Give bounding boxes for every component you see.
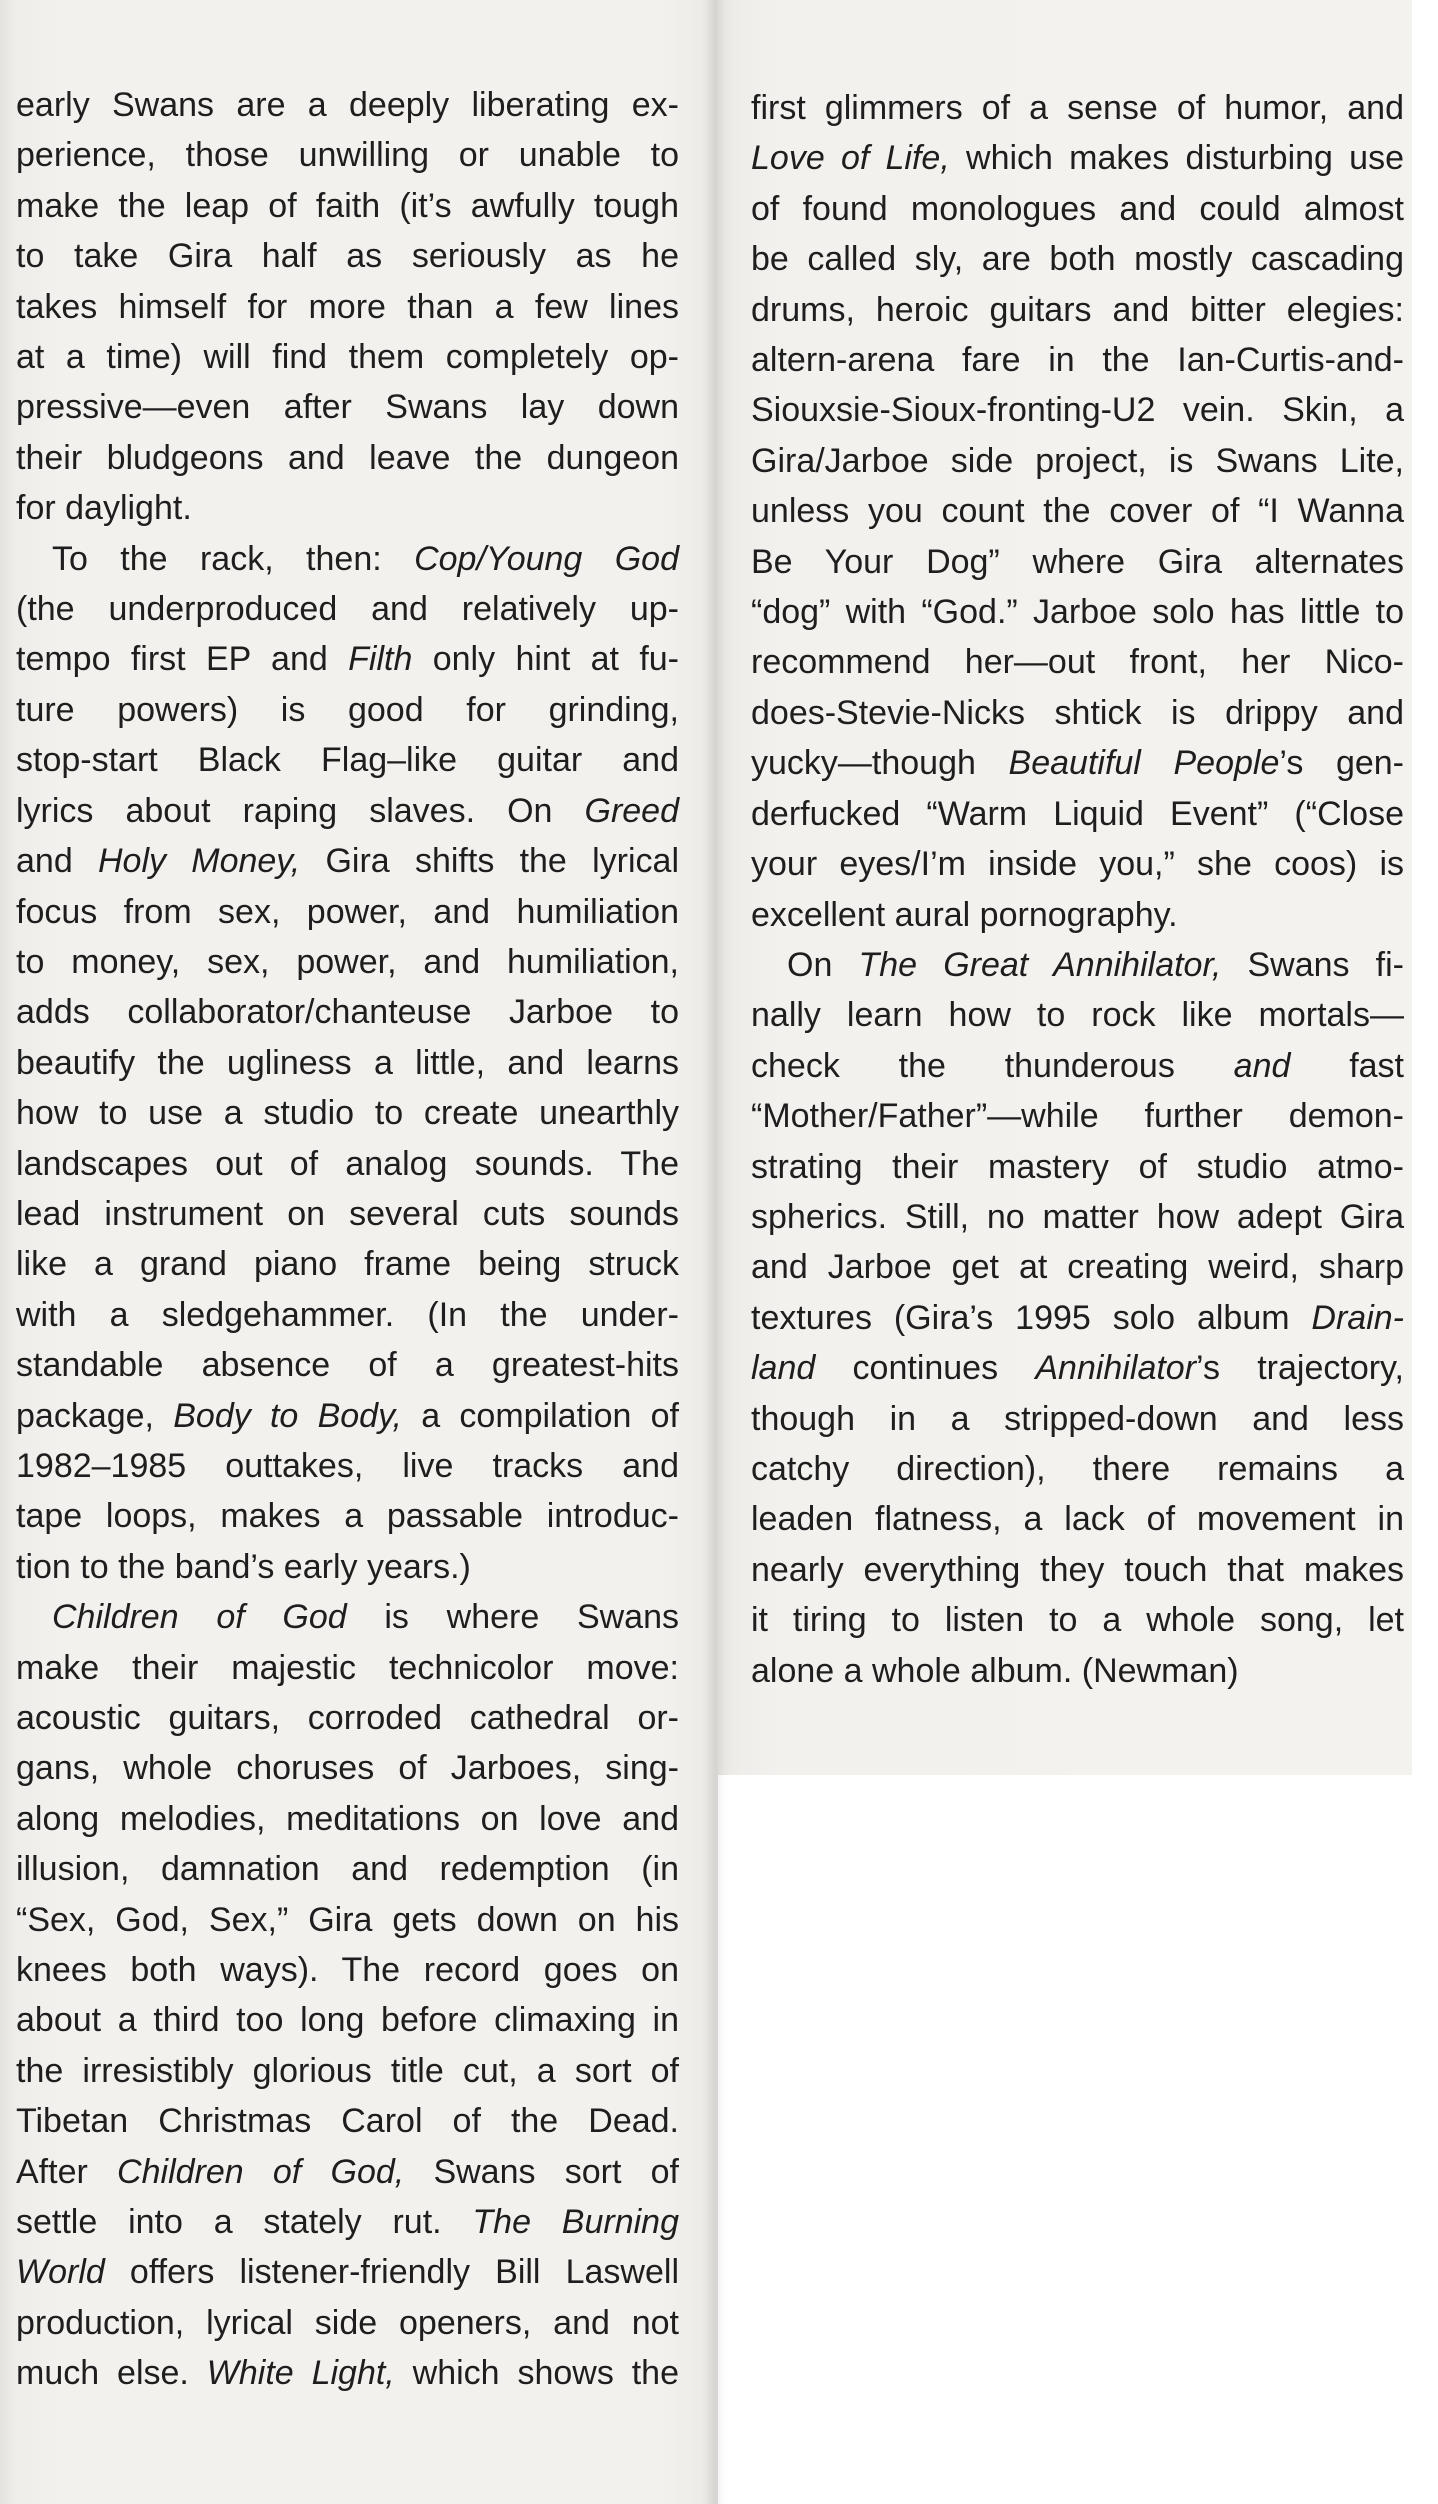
album-title: Holy Money, <box>97 842 301 881</box>
text-line: perience, those unwilling or unable to <box>16 136 679 175</box>
album-title: Cop/Young God <box>414 539 679 578</box>
text-line: knees both ways). The record goes on <box>16 1951 679 1990</box>
paragraph-to-the-rack <box>16 534 679 1593</box>
album-title: Body to Body, <box>173 1396 403 1435</box>
album-title: Children of God <box>52 1598 347 1637</box>
text-line: nearly everything they touch that makes <box>751 1550 1404 1589</box>
text-line: altern-arena fare in the Ian-Curtis-and- <box>751 341 1404 380</box>
text-line: (the underproduced and relatively up- <box>16 590 679 629</box>
text-line: “dog” with “God.” Jarboe solo has little to <box>751 593 1404 632</box>
text-line: strating their mastery of studio atmo- <box>751 1147 1404 1186</box>
album-title: Annihilator <box>1035 1349 1197 1388</box>
album-title: Drain- <box>1311 1298 1404 1337</box>
text-line: of found monologues and could almost <box>751 189 1404 228</box>
text-line: ture powers) is good for grinding, <box>16 690 679 729</box>
text-line: make their majestic technicolor move: <box>16 1648 679 1687</box>
text-line: “Mother/Father”—while further demon- <box>751 1097 1404 1136</box>
text-line: stop-start Black Flag–like guitar and <box>16 741 679 780</box>
text-line: about a third too long before climaxing in <box>16 2001 679 2040</box>
album-title: Love of Life, <box>751 139 950 178</box>
text-line: first glimmers of a sense of humor, and <box>751 89 1404 127</box>
text-line: excellent aural pornography. <box>751 895 1178 934</box>
text-line: pressive—even after Swans lay down <box>16 388 679 427</box>
book-gutter <box>704 0 726 2504</box>
text-line: the irresistibly glorious title cut, a sort of <box>16 2051 679 2090</box>
text-line: package, Body to Body, a compilation of <box>16 1396 679 1435</box>
text-line: Gira/Jarboe side project, is Swans Lite, <box>751 441 1404 480</box>
text-line: alone a whole album. (Newman) <box>751 1651 1239 1690</box>
album-title: World <box>16 2253 105 2292</box>
text-line: along melodies, meditations on love and <box>16 1799 679 1838</box>
text-line: with a sledgehammer. (In the under- <box>16 1295 679 1334</box>
text-line: illusion, damnation and redemption (in <box>16 1850 679 1889</box>
text-line: adds collaborator/chanteuse Jarboe to <box>16 993 679 1032</box>
text-line: gans, whole choruses of Jarboes, sing- <box>16 1749 679 1788</box>
text-line: how to use a studio to create unearthly <box>16 1094 679 1133</box>
text-line: check the thunderous and fast <box>751 1046 1405 1085</box>
album-title: The Burning <box>472 2203 679 2242</box>
text-line: landscapes out of analog sounds. The <box>16 1144 679 1183</box>
text-line: acoustic guitars, corroded cathedral or- <box>16 1699 679 1737</box>
text-line: To the rack, then: Cop/Young God <box>52 539 679 578</box>
emphasis: and <box>1233 1046 1291 1085</box>
text-line: like a grand piano frame being struck <box>16 1245 679 1284</box>
text-line: “Sex, God, Sex,” Gira gets down on his <box>16 1900 679 1939</box>
text-line: it tiring to listen to a whole song, let <box>751 1601 1404 1640</box>
text-line: beautify the ugliness a little, and learns <box>16 1043 679 1082</box>
text-line: lead instrument on several cuts sounds <box>16 1194 679 1233</box>
text-line: World offers listener-friendly Bill Laswell <box>16 2253 679 2292</box>
text-line: standable absence of a greatest-hits <box>16 1346 679 1385</box>
text-line: drums, heroic guitars and bitter elegies: <box>751 290 1404 329</box>
paragraph-children-of-god <box>16 1592 679 2399</box>
text-line: yucky—though Beautiful People’s gen- <box>751 744 1404 783</box>
text-line: tion to the band’s early years.) <box>16 1547 471 1586</box>
album-title: Beautiful People <box>1008 744 1280 783</box>
text-line: tape loops, makes a passable introduc- <box>16 1497 679 1536</box>
text-line: their bludgeons and leave the dungeon <box>16 438 679 477</box>
text-line: production, lyrical side openers, and not <box>16 2303 679 2342</box>
paragraph-continuation <box>751 83 1404 940</box>
album-title: White Light, <box>206 2354 395 2393</box>
album-title: The Great Annihilator, <box>858 945 1222 984</box>
text-line: derfucked “Warm Liquid Event” (“Close <box>751 794 1404 833</box>
text-line: be called sly, are both mostly cascading <box>751 240 1404 279</box>
text-line: your eyes/I’m inside you,” she coos) is <box>751 845 1404 884</box>
paragraph-great-annihilator <box>751 940 1404 1696</box>
album-title: Greed <box>584 791 679 830</box>
text-line: textures (Gira’s 1995 solo album Drain- <box>751 1298 1404 1337</box>
text-line: nally learn how to rock like mortals— <box>751 996 1404 1035</box>
text-line: at a time) will find them completely op- <box>16 338 679 377</box>
text-line: though in a stripped-down and less <box>751 1399 1404 1438</box>
text-line: On The Great Annihilator, Swans fi- <box>787 945 1404 984</box>
album-title: Children of God, <box>117 2152 405 2191</box>
text-line: and Holy Money, Gira shifts the lyrical <box>16 842 679 881</box>
left-text-column <box>16 80 679 2399</box>
text-line: much else. White Light, which shows the <box>16 2354 680 2393</box>
text-line: does-Stevie-Nicks shtick is drippy and <box>751 693 1404 732</box>
text-line: recommend her—out front, her Nico- <box>751 643 1404 682</box>
text-line: spherics. Still, no matter how adept Gira <box>751 1197 1404 1236</box>
text-line: After Children of God, Swans sort of <box>16 2152 680 2191</box>
text-line: land continues Annihilator’s trajectory, <box>751 1349 1404 1388</box>
text-line: to money, sex, power, and humiliation, <box>16 942 679 981</box>
text-line: for daylight. <box>16 489 192 528</box>
text-line: Tibetan Christmas Carol of the Dead. <box>16 2102 679 2141</box>
text-line: catchy direction), there remains a <box>751 1449 1404 1488</box>
text-line: Love of Life, which makes disturbing use <box>751 139 1404 178</box>
text-line: unless you count the cover of “I Wanna <box>751 492 1404 531</box>
text-line: make the leap of faith (it’s awfully tough <box>16 186 679 225</box>
text-line: leaden flatness, a lack of movement in <box>751 1500 1404 1539</box>
text-line: Be Your Dog” where Gira alternates <box>751 542 1404 581</box>
text-line: tempo first EP and Filth only hint at fu- <box>16 640 679 679</box>
text-line: and Jarboe get at creating weird, sharp <box>751 1248 1404 1287</box>
paragraph-continuation <box>16 80 679 534</box>
text-line: takes himself for more than a few lines <box>16 287 679 326</box>
album-title: land <box>751 1349 816 1388</box>
text-line: 1982–1985 outtakes, live tracks and <box>16 1446 679 1485</box>
text-line: settle into a stately rut. The Burning <box>16 2203 679 2242</box>
text-line: Siouxsie-Sioux-fronting-U2 vein. Skin, a <box>751 391 1404 430</box>
text-line: lyrics about raping slaves. On Greed <box>16 791 679 830</box>
text-line: early Swans are a deeply liberating ex- <box>16 86 679 124</box>
right-text-column <box>751 83 1404 1696</box>
text-line: Children of God is where Swans <box>52 1598 680 1637</box>
text-line: focus from sex, power, and humiliation <box>16 892 679 931</box>
text-line: to take Gira half as seriously as he <box>16 237 679 276</box>
album-title: Filth <box>348 640 413 679</box>
